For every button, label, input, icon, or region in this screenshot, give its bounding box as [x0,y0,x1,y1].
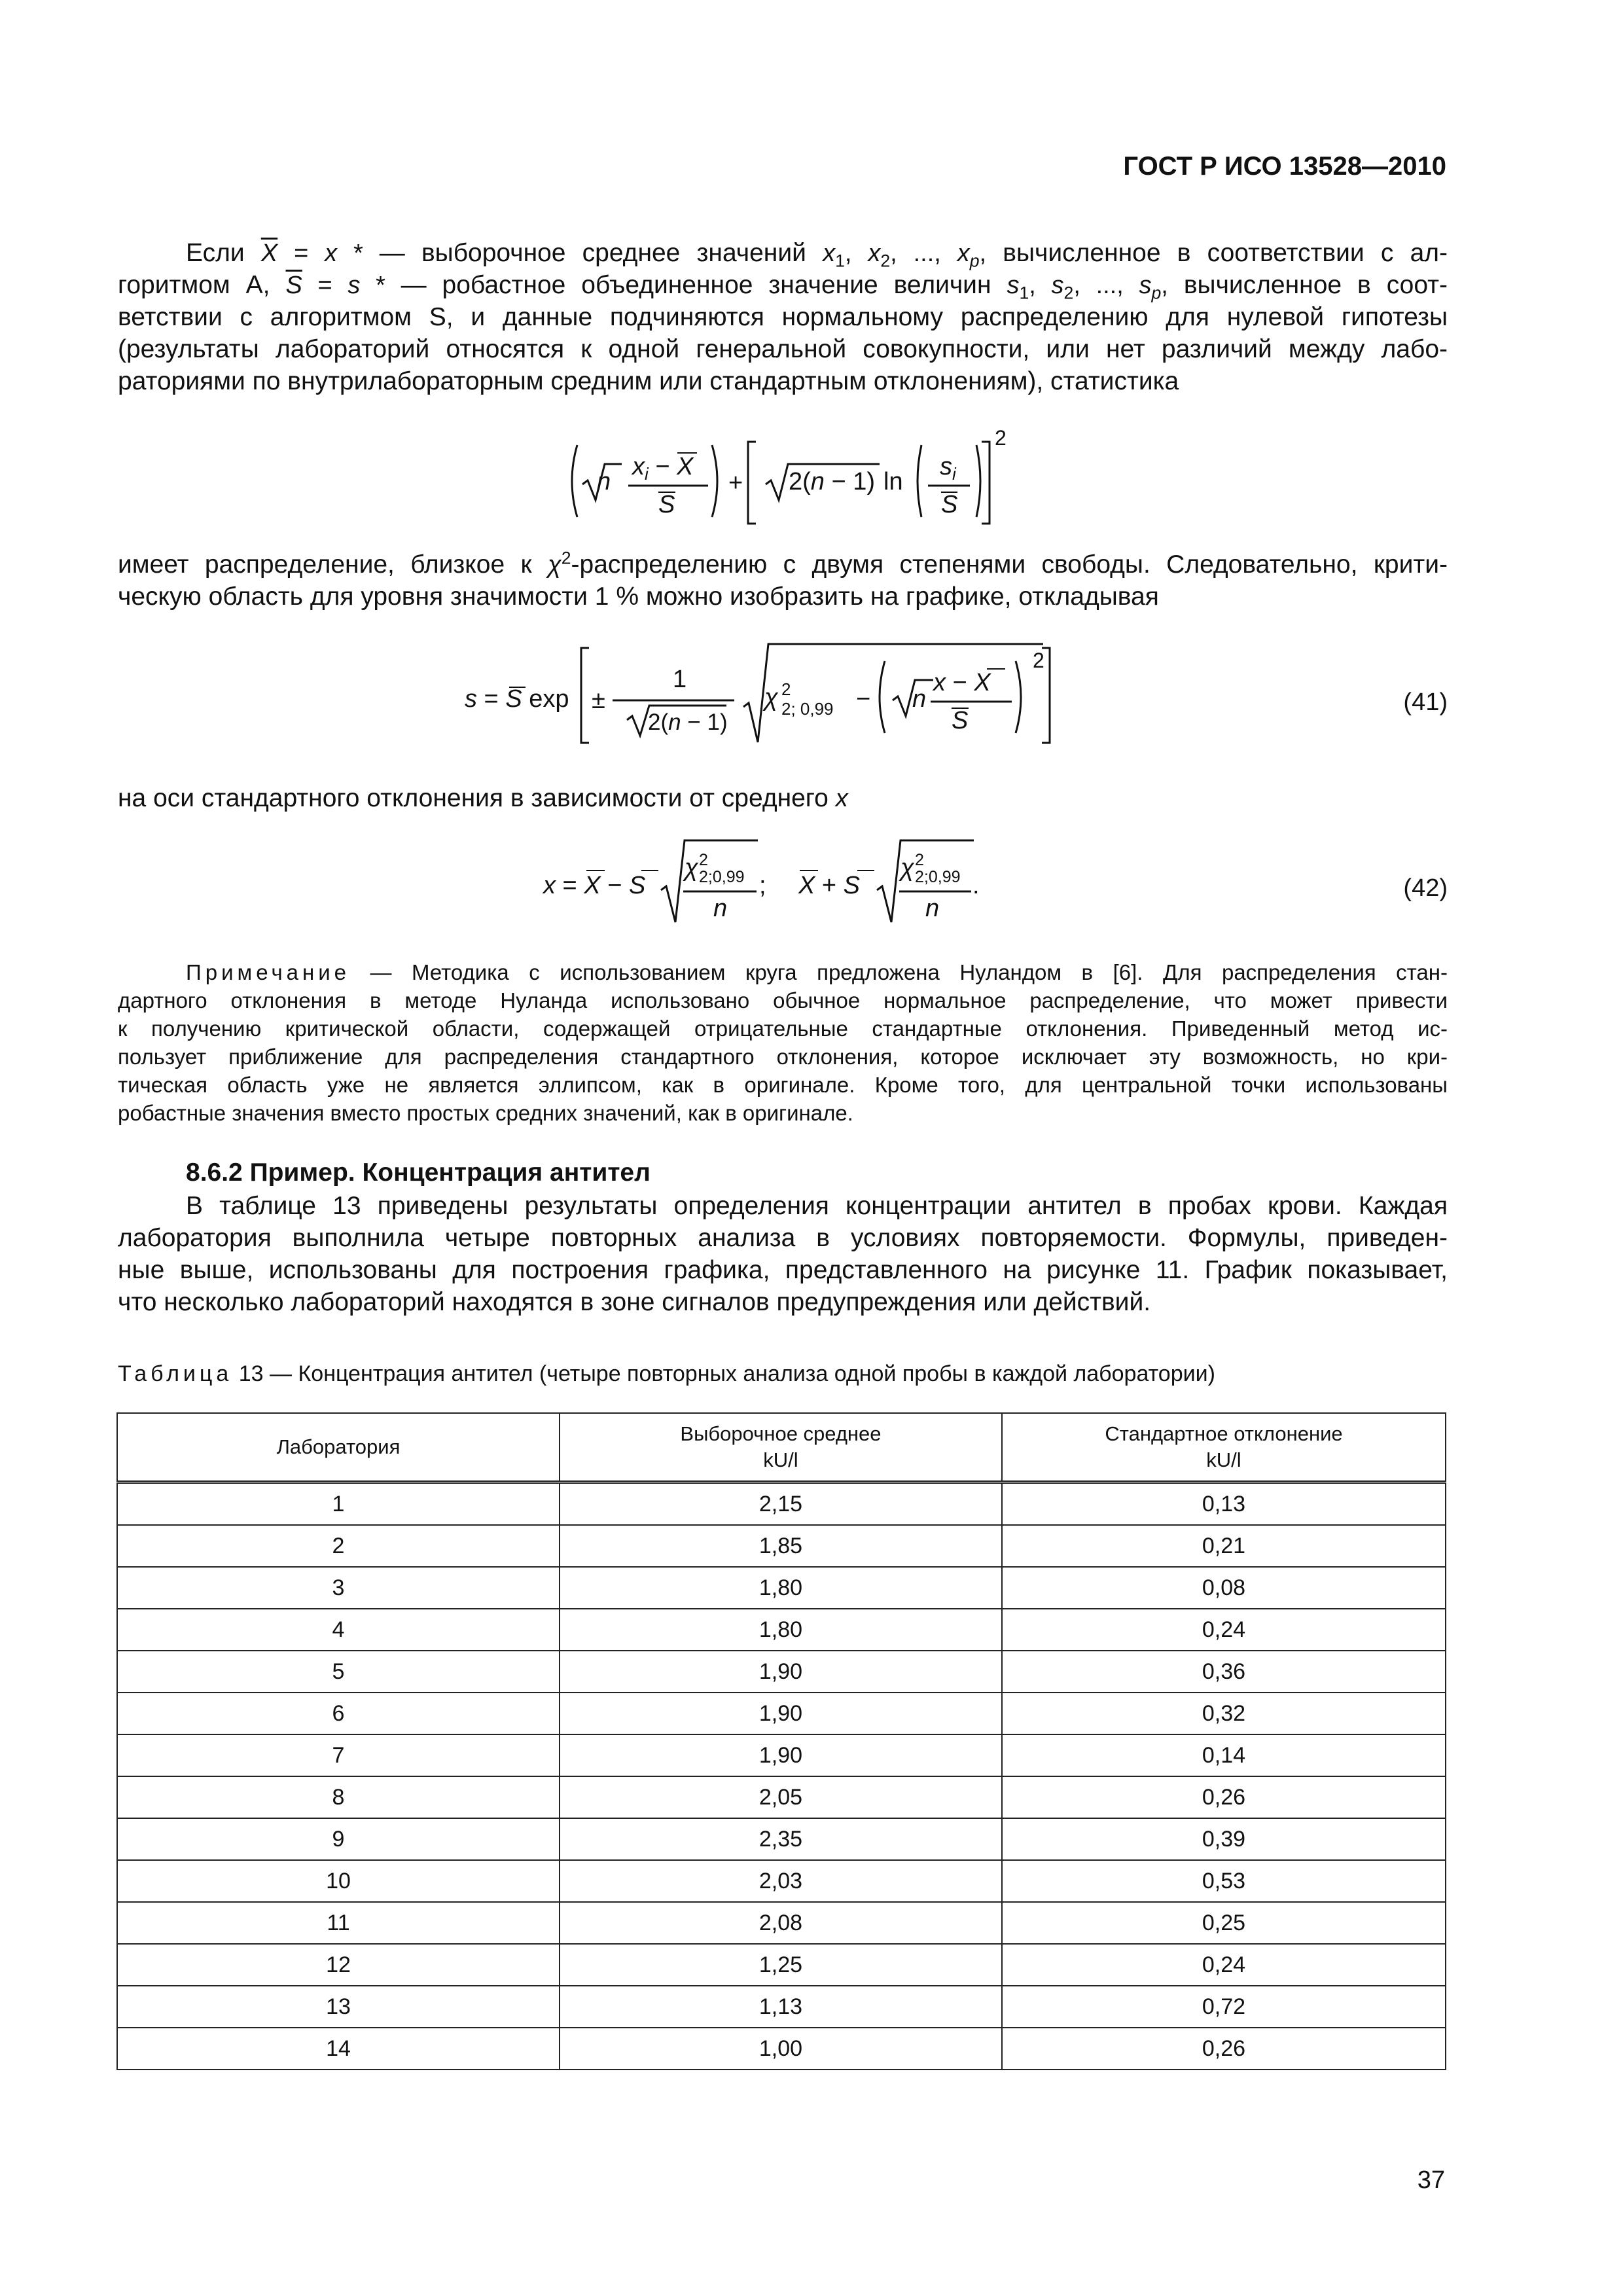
svg-text:+: + [728,469,743,497]
para1-line3: ветствии с алгоритмом S, и данные подчиняются нормальному распределению для нулевой гипотезы [118,303,1448,331]
cell-std-deviation: 0,21 [1002,1525,1446,1567]
cell-sample-mean: 2,08 [560,1902,1002,1944]
statistic-formula [563,419,1034,533]
svg-text:2(n − 1): 2(n − 1) [789,468,876,495]
svg-text:±: ± [592,687,605,714]
cell-sample-mean: 2,03 [560,1860,1002,1902]
svg-text:χ: χ [901,854,914,882]
table-row [117,1860,1446,1902]
table-row [117,1776,1446,1818]
cell-sample-mean: 1,80 [560,1609,1002,1651]
svg-text:S: S [952,707,969,734]
table-body [117,1482,1446,2070]
section-heading: 8.6.2 Пример. Концентрация антител [186,1158,651,1187]
note-line4: пользует приближение для распределения стандартного отклонения, которое исключает эту возможность, но кри- [118,1045,1448,1069]
svg-text:ln: ln [883,468,903,495]
cell-sample-mean: 1,85 [560,1525,1002,1567]
cell-laboratory: 5 [117,1651,560,1693]
svg-text:.: . [972,872,980,899]
formula-x-list: $x_1$, $x_2$, ..., $x_p$, [823,240,987,271]
para1-text: горитмом А, [118,271,270,299]
cell-std-deviation: 0,72 [1002,1986,1446,2028]
table-header-row [117,1413,1446,1482]
note-line6: робастные значения вместо простых средних значений, как в оригинале. [118,1101,853,1125]
cell-laboratory: 14 [117,2028,560,2070]
cell-sample-mean: 1,80 [560,1567,1002,1609]
cell-laboratory: 1 [117,1482,560,1526]
cell-std-deviation: 0,13 [1002,1482,1446,1526]
cell-sample-mean: 1,13 [560,1986,1002,2028]
table-row [117,2028,1446,2070]
cell-std-deviation: 0,14 [1002,1734,1446,1776]
cell-laboratory: 11 [117,1902,560,1944]
cell-std-deviation: 0,24 [1002,1944,1446,1986]
note-line3: к получению критической области, содержащей отрицательные стандартные отклонения. Приведенный метод ис- [118,1016,1448,1041]
svg-text:n: n [912,685,927,713]
para2-text: имеет распределение, близкое к [118,550,532,579]
svg-text:n: n [597,468,611,495]
table-row [117,1482,1446,1526]
svg-text:2: 2 [781,679,791,699]
header-std-deviation: Стандартное отклонение kU/l [1002,1413,1446,1482]
svg-text:χ: χ [764,684,778,711]
cell-laboratory: 3 [117,1567,560,1609]
cell-laboratory: 2 [117,1525,560,1567]
cell-sample-mean: 1,25 [560,1944,1002,1986]
table-row [117,1651,1446,1693]
cell-std-deviation: 0,26 [1002,2028,1446,2070]
table-row [117,1567,1446,1609]
svg-text:x − X: x − X [933,669,991,696]
equation-42 [537,831,995,929]
table-row [117,1525,1446,1567]
cell-std-deviation: 0,39 [1002,1818,1446,1860]
para1-text: — робастное объединенное значение величин [401,271,991,299]
svg-text:−: − [856,685,871,713]
header-sample-mean: Выборочное среднее kU/l [560,1413,1002,1482]
cell-laboratory: 12 [117,1944,560,1986]
para1-text: вычисленное в соответствии с ал- [1003,239,1448,267]
para3-text: на оси стандартного отклонения в зависимости от среднего [118,784,829,812]
cell-sample-mean: 1,00 [560,2028,1002,2070]
svg-text:1: 1 [673,666,687,693]
cell-std-deviation: 0,36 [1002,1651,1446,1693]
section-text: В таблице 13 приведены результаты определения концентрации антител в пробах крови. Каждая [186,1192,1448,1220]
svg-text:2;0,99: 2;0,99 [915,868,961,886]
note-line5: тическая область уже не является эллипсом, как в оригинале. Кроме того, для центральной точки использованы [118,1073,1448,1097]
paragraph-3: на оси стандартного отклонения в зависимости от среднего x [118,784,848,812]
equation-41-number: (41) [1403,689,1448,716]
table-row [117,1902,1446,1944]
svg-text:2: 2 [1033,649,1044,672]
formula-x-bar: $\overline{X} = x$ * [260,240,380,267]
cell-std-deviation: 0,26 [1002,1776,1446,1818]
cell-laboratory: 10 [117,1860,560,1902]
note-label: Примечание [186,960,351,984]
header-laboratory: Лаборатория [117,1413,560,1482]
antibody-table [116,1412,1446,2070]
equation-41 [458,635,1060,749]
cell-std-deviation: 0,08 [1002,1567,1446,1609]
cell-std-deviation: 0,53 [1002,1860,1446,1902]
formula-s-bar: $\overline{S} = s$ * [285,272,401,299]
svg-text:n: n [713,895,728,922]
table-row [117,1986,1446,2028]
para1-text: вычисленное в соот- [1183,271,1448,299]
svg-text:2;0,99: 2;0,99 [699,868,745,886]
svg-text:x = X − S: x = X − S [543,872,646,899]
svg-text:n: n [925,895,940,922]
cell-laboratory: 9 [117,1818,560,1860]
para2-line2: ческую область для уровня значимости 1 % можно изобразить на графике, откладывая [118,583,1159,611]
cell-sample-mean: 1,90 [560,1734,1002,1776]
svg-text:2(n − 1): 2(n − 1) [648,709,728,735]
document-id: ГОСТ Р ИСО 13528—2010 [1123,152,1446,181]
cell-sample-mean: 2,15 [560,1482,1002,1526]
svg-text:χ: χ [685,854,698,882]
section-line2: лаборатория выполнила четыре повторных анализа в условиях повторяемости. Формулы, приведен- [118,1224,1448,1252]
note-line2: дартного отклонения в методе Нуланда использовано обычное нормальное распределение, что может привести [118,988,1448,1013]
cell-std-deviation: 0,32 [1002,1693,1446,1734]
section-line3: ные выше, использованы для построения графика, представленного на рисунке 11. График показывает, [118,1256,1448,1284]
svg-text:s = S exp: s = S exp [465,685,569,713]
table-row [117,1734,1446,1776]
cell-sample-mean: 2,05 [560,1776,1002,1818]
table-caption-label: Таблица [118,1361,233,1386]
svg-text:S: S [941,491,958,518]
section-line4: что несколько лабораторий находятся в зоне сигналов предупреждения или действий. [118,1288,1151,1316]
cell-laboratory: 4 [117,1609,560,1651]
cell-laboratory: 6 [117,1693,560,1734]
cell-laboratory: 8 [117,1776,560,1818]
svg-text:S: S [658,491,675,518]
note-text: — Методика с использованием круга предложена Нуландом в [6]. Для распределения стан- [370,960,1448,984]
svg-text:2: 2 [699,851,708,869]
para1-text: Если [186,239,245,267]
cell-laboratory: 13 [117,1986,560,2028]
cell-std-deviation: 0,25 [1002,1902,1446,1944]
table-caption [118,1361,1215,1387]
para1-line4: (результаты лабораторий относятся к одной генеральной совокупности, или нет различий между лабо- [118,335,1448,363]
chi-squared-symbol: $\chi^2$ [548,548,571,579]
svg-text:2: 2 [915,851,924,869]
page-number: 37 [1417,2166,1445,2194]
formula-s-list: $s_1$, $s_2$, ..., $s_p$, [1007,272,1168,303]
svg-text:X + S: X + S [798,872,861,899]
svg-text:si: $s_i$ [940,453,956,484]
cell-sample-mean: 1,90 [560,1651,1002,1693]
table-row [117,1818,1446,1860]
para1-line5: раториями по внутрилабораторным средним или стандартным отклонениям), статистика [118,367,1179,395]
para1-text: — выборочное среднее значений [379,239,806,267]
table-row [117,1693,1446,1734]
svg-text:;: ; [759,872,766,899]
svg-text:2; 0,99: 2; 0,99 [781,699,834,719]
equation-42-number: (42) [1403,874,1448,902]
cell-laboratory: 7 [117,1734,560,1776]
svg-text:xi − X: $x_i - X$ [632,453,694,484]
table-row [117,1609,1446,1651]
cell-sample-mean: 2,35 [560,1818,1002,1860]
svg-text:2: 2 [995,426,1007,450]
cell-sample-mean: 1,90 [560,1693,1002,1734]
cell-std-deviation: 0,24 [1002,1609,1446,1651]
table-caption-text: 13 — Концентрация антител (четыре повторных анализа одной пробы в каждой лаборатории) [238,1361,1215,1386]
para2-text: -распределению с двумя степенями свободы. Следовательно, крити- [571,550,1448,579]
table-row [117,1944,1446,1986]
